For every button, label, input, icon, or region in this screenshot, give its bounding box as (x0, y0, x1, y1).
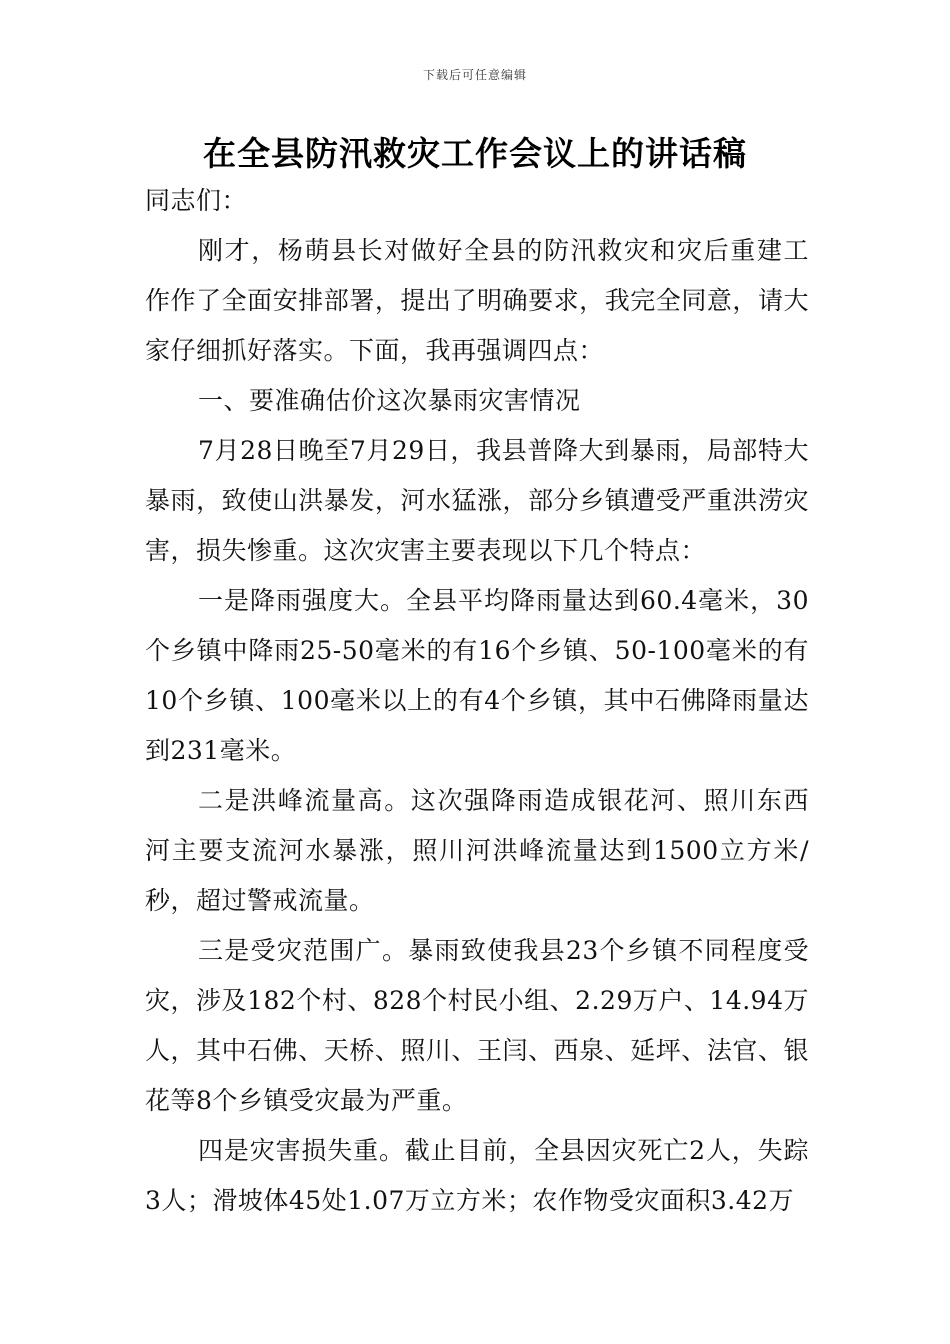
paragraph-point-3: 三是受灾范围广。暴雨致使我县23个乡镇不同程度受灾，涉及182个村、828个村民小组、2.29万户、14.94万人，其中石佛、天桥、照川、王闫、西泉、延坪、法官、银花等8个乡镇受灾最为严重。 (145, 936, 809, 1115)
section-heading-1: 一、要准确估价这次暴雨灾害情况 (198, 386, 581, 415)
paragraph-point-4: 四是灾害损失重。截止目前，全县因灾死亡2人，失踪3人；滑坡体45处1.07万立方米；农作物受灾面积3.42万 (145, 1136, 809, 1215)
salutation: 同志们： (145, 186, 248, 215)
document-title: 在全县防汛救灾工作会议上的讲话稿 (203, 134, 747, 173)
document-body (145, 176, 809, 1226)
paragraph-intro: 刚才，杨萌县长对做好全县的防汛救灾和灾后重建工作作了全面安排部署，提出了明确要求，我完全同意，请大家仔细抓好落实。下面，我再强调四点： (145, 236, 809, 365)
paragraph-overview: 7月28日晚至7月29日，我县普降大到暴雨，局部特大暴雨，致使山洪暴发，河水猛涨，部分乡镇遭受严重洪涝灾害，损失惨重。这次灾害主要表现以下几个特点： (145, 436, 809, 565)
header-note: 下载后可任意编辑 (422, 68, 527, 82)
paragraph-point-2: 二是洪峰流量高。这次强降雨造成银花河、照川东西河主要支流河水暴涨，照川河洪峰流量达到1500立方米/秒，超过警戒流量。 (145, 786, 809, 915)
paragraph-point-1: 一是降雨强度大。全县平均降雨量达到60.4毫米，30个乡镇中降雨25-50毫米的有16个乡镇、50-100毫米的有10个乡镇、100毫米以上的有4个乡镇，其中石佛降雨量达到231毫米。 (145, 586, 809, 765)
